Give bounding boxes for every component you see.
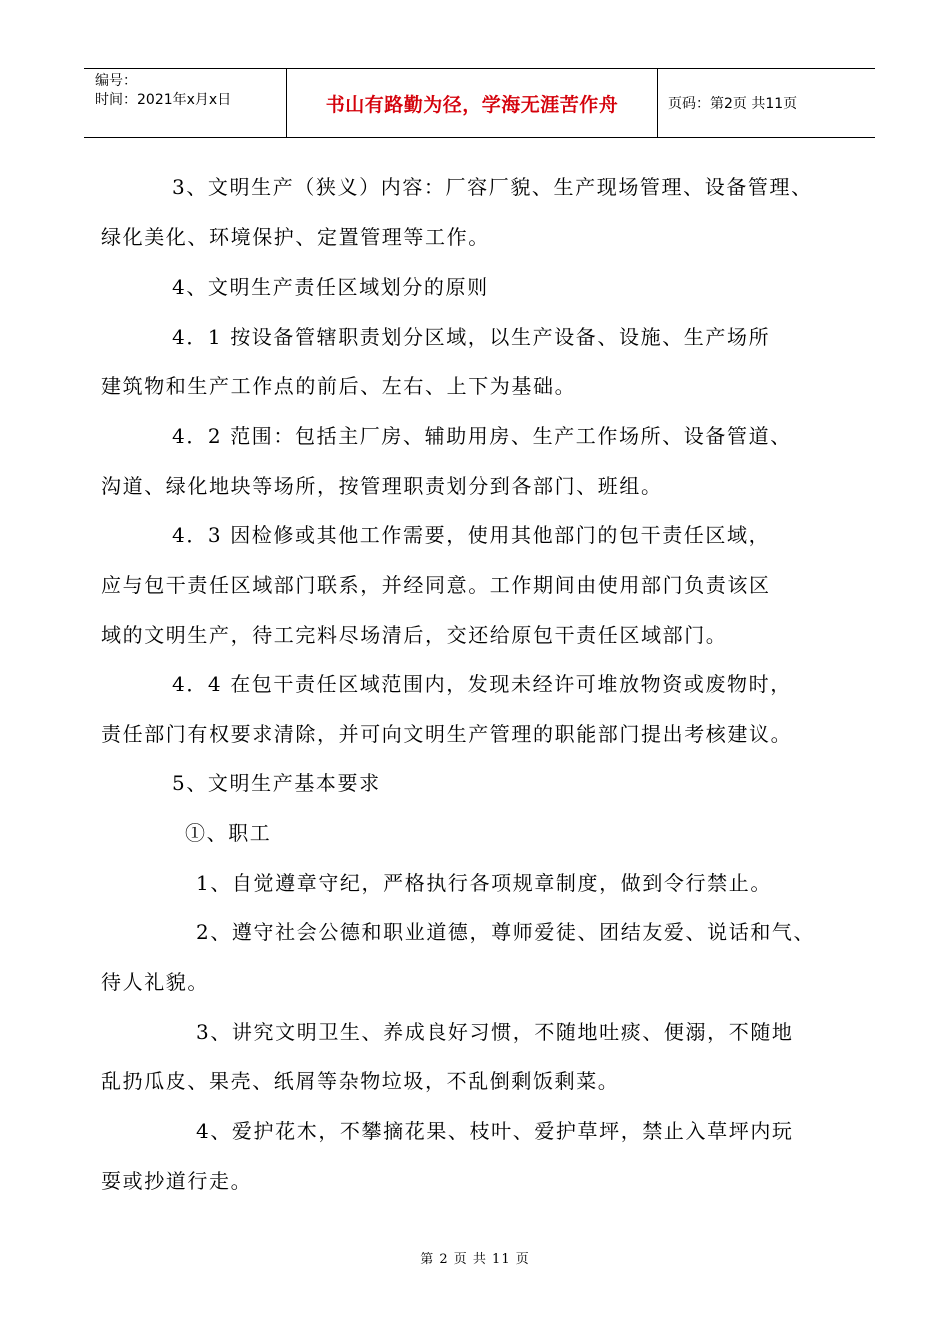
header-page-cell [658, 69, 875, 137]
body-line: 2、遵守社会公德和职业道德，尊师爱徒、团结友爱、说话和气、 [196, 920, 816, 944]
body-line: 4．4 在包干责任区域范围内，发现未经许可堆放物资或废物时， [172, 672, 792, 696]
body-line: 5、文明生产基本要求 [172, 771, 381, 795]
body-line: 1、自觉遵章守纪，严格执行各项规章制度，做到令行禁止。 [196, 871, 772, 895]
header-meta [84, 69, 287, 137]
body-line: ①、职工 [185, 821, 272, 845]
body-line: 应与包干责任区域部门联系，并经同意。工作期间由使用部门负责该区 [101, 573, 771, 597]
body-line: 3、讲究文明卫生、养成良好习惯，不随地吐痰、便溺，不随地 [196, 1020, 794, 1044]
document-number-label: 编号： [95, 73, 137, 89]
body-line: 4．3 因检修或其他工作需要，使用其他部门的包干责任区域， [172, 523, 771, 547]
header-page-number: 页码：第2页 共11页 [668, 96, 798, 112]
page-header [84, 68, 875, 138]
body-line: 3、文明生产（狭义）内容：厂容厂貌、生产现场管理、设备管理、 [172, 175, 813, 199]
body-line: 域的文明生产，待工完料尽场清后，交还给原包干责任区域部门。 [101, 623, 728, 647]
page-footer: 第 2 页 共 11 页 [420, 1252, 530, 1267]
header-motto: 书山有路勤为径，学海无涯苦作舟 [325, 93, 619, 116]
body-line: 待人礼貌。 [101, 970, 209, 994]
body-line: 4．1 按设备管辖职责划分区域，以生产设备、设施、生产场所 [172, 325, 771, 349]
body-line: 责任部门有权要求清除，并可向文明生产管理的职能部门提出考核建议。 [101, 722, 793, 746]
body-line: 4、爱护花木，不攀摘花果、枝叶、爱护草坪，禁止入草坪内玩 [196, 1119, 794, 1143]
body-line: 沟道、绿化地块等场所，按管理职责划分到各部门、班组。 [101, 474, 663, 498]
body-line: 耍或抄道行走。 [101, 1169, 253, 1193]
body-line: 乱扔瓜皮、果壳、纸屑等杂物垃圾，不乱倒剩饭剩菜。 [101, 1069, 620, 1093]
body-line: 4．2 范围：包括主厂房、辅助用房、生产工作场所、设备管道、 [172, 424, 792, 448]
body-line: 绿化美化、环境保护、定置管理等工作。 [101, 225, 490, 249]
body-line: 建筑物和生产工作点的前后、左右、上下为基础。 [101, 374, 577, 398]
header-motto-cell [287, 69, 658, 137]
body-line: 4、文明生产责任区域划分的原则 [172, 275, 489, 299]
document-time-label: 时间：2021年x月x日 [95, 92, 232, 108]
